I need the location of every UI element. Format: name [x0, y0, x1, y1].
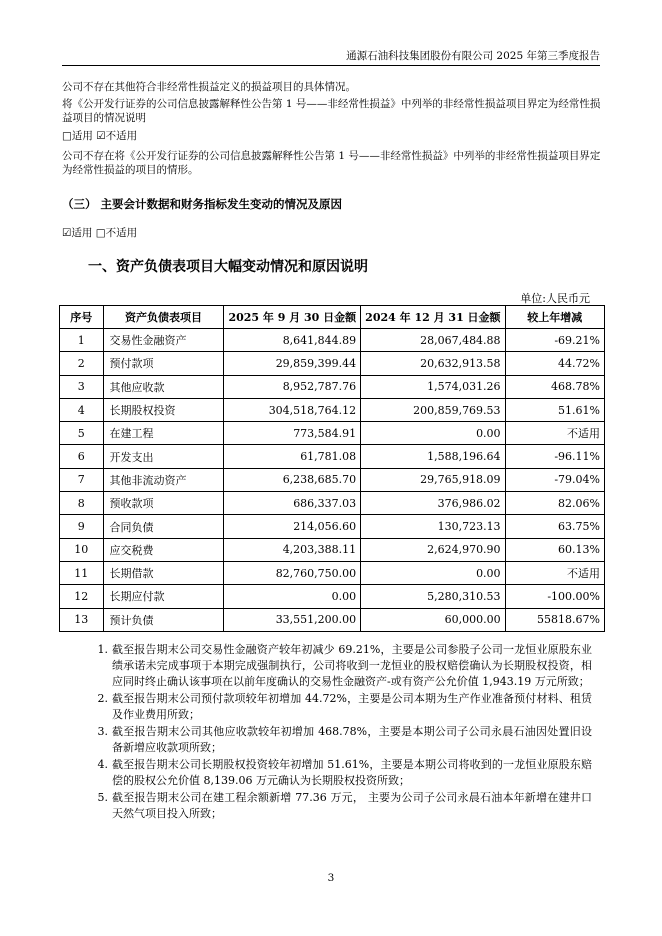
header-amount-2024: 2024 年 12 月 31 日金额: [361, 306, 505, 329]
section-3-title: （三） 主要会计数据和财务指标发生变动的情况及原因: [62, 197, 343, 211]
row-change: -100.00%: [505, 585, 604, 608]
table-row: [60, 561, 605, 584]
note-text: 截至报告期末公司其他应收款较年初增加 468.78%，主要是本期公司子公司永晨石油因处置旧设备新增应收款项所致；: [112, 725, 592, 754]
row-amount-2024: 2,624,970.90: [361, 538, 505, 561]
row-change: 51.61%: [505, 398, 604, 421]
note-text: 截至报告期末公司预付款项较年初增加 44.72%，主要是公司本期为生产作业准备预付材料、租赁及作业费用所致；: [112, 692, 592, 721]
row-amount-2024: 1,588,196.64: [361, 445, 505, 468]
row-item: 长期股权投资: [103, 398, 224, 421]
table-row: [60, 375, 605, 398]
table-row: [60, 329, 605, 352]
row-amount-2025: 61,781.08: [224, 445, 361, 468]
row-change: 60.13%: [505, 538, 604, 561]
row-seq: 9: [60, 515, 104, 538]
balance-sheet-changes-table: [59, 305, 605, 632]
balance-sheet-heading: 一、资产负债表项目大幅变动情况和原因说明: [88, 259, 368, 275]
row-seq: 1: [60, 329, 104, 352]
row-amount-2024: 60,000.00: [361, 608, 505, 631]
note-item: [97, 790, 592, 822]
row-amount-2024: 130,723.13: [361, 515, 505, 538]
header-item: 资产负债表项目: [103, 306, 224, 329]
row-seq: 11: [60, 561, 104, 584]
row-item: 合同负债: [103, 515, 224, 538]
row-seq: 13: [60, 608, 104, 631]
intro-line-3: 公司不存在将《公开发行证券的公司信息披露解释性公告第 1 号——非经常性损益》中列举的非经常性损益项目界定为经常性损益的项目的情形。: [62, 150, 601, 176]
row-amount-2024: 5,280,310.53: [361, 585, 505, 608]
row-amount-2024: 0.00: [361, 561, 505, 584]
row-change: -96.11%: [505, 445, 604, 468]
note-number: 5.: [97, 791, 108, 804]
note-item: [97, 691, 592, 723]
row-seq: 12: [60, 585, 104, 608]
table-row: [60, 398, 605, 421]
note-text: 截至报告期末公司交易性金融资产较年初减少 69.21%，主要是公司参股子公司一龙恒业原股东业绩承诺未完成事项于本期完成强制执行，公司将收到一龙恒业的股权赔偿确认为长期股权投资，相应同时终止确认该事项在以前年度确认的交易性金融资产-或有资产公允价值 1,943.19 万元所致；: [112, 643, 592, 688]
row-item: 应交税费: [103, 538, 224, 561]
row-item: 长期应付款: [103, 585, 224, 608]
row-amount-2025: 686,337.03: [224, 492, 361, 515]
intro-line-1: 公司不存在其他符合非经常性损益定义的损益项目的具体情况。: [62, 81, 356, 93]
row-item: 预收款项: [103, 492, 224, 515]
row-amount-2025: 82,760,750.00: [224, 561, 361, 584]
row-seq: 10: [60, 538, 104, 561]
row-amount-2025: 0.00: [224, 585, 361, 608]
header-change: 较上年增减: [505, 306, 604, 329]
table-row: [60, 585, 605, 608]
note-number: 3.: [97, 725, 108, 738]
note-number: 1.: [97, 643, 108, 656]
row-amount-2024: 200,859,769.53: [361, 398, 505, 421]
row-item: 长期借款: [103, 561, 224, 584]
table-row: [60, 468, 605, 491]
table-row: [60, 608, 605, 631]
table-row: [60, 352, 605, 375]
table-row: [60, 515, 605, 538]
row-amount-2024: 0.00: [361, 422, 505, 445]
row-item: 交易性金融资产: [103, 329, 224, 352]
row-seq: 8: [60, 492, 104, 515]
explanation-notes: [97, 642, 592, 823]
row-change: 不适用: [505, 422, 604, 445]
applicability-checkbox-2: ☑适用 □不适用: [62, 227, 138, 239]
intro-line-2: 将《公开发行证券的公司信息披露解释性公告第 1 号——非经常性损益》中列举的非经常性损益项目界定为经常性损益项目的情况说明: [62, 98, 601, 124]
applicability-checkbox-1: □适用 ☑不适用: [62, 130, 138, 142]
row-amount-2025: 8,952,787.76: [224, 375, 361, 398]
row-amount-2025: 8,641,844.89: [224, 329, 361, 352]
note-text: 截至报告期末公司长期股权投资较年初增加 51.61%，主要是本期公司将收到的一龙恒业原股东赔偿的股权公允价值 8,139.06 万元确认为长期股权投资所致；: [112, 758, 592, 787]
row-item: 其他应收款: [103, 375, 224, 398]
row-amount-2024: 28,067,484.88: [361, 329, 505, 352]
row-amount-2024: 376,986.02: [361, 492, 505, 515]
row-change: 468.78%: [505, 375, 604, 398]
table-row: [60, 445, 605, 468]
row-change: 63.75%: [505, 515, 604, 538]
table-row: [60, 538, 605, 561]
row-amount-2025: 304,518,764.12: [224, 398, 361, 421]
row-change: -79.04%: [505, 468, 604, 491]
row-seq: 5: [60, 422, 104, 445]
header-divider: [62, 65, 600, 66]
row-change: -69.21%: [505, 329, 604, 352]
row-change: 不适用: [505, 561, 604, 584]
row-change: 44.72%: [505, 352, 604, 375]
row-amount-2024: 20,632,913.58: [361, 352, 505, 375]
row-amount-2024: 1,574,031.26: [361, 375, 505, 398]
header-seq: 序号: [60, 306, 104, 329]
row-seq: 6: [60, 445, 104, 468]
page-number: 3: [327, 872, 335, 884]
note-item: [97, 757, 592, 789]
row-amount-2025: 33,551,200.00: [224, 608, 361, 631]
row-item: 在建工程: [103, 422, 224, 445]
report-header-title: 通源石油科技集团股份有限公司 2025 年第三季度报告: [346, 50, 600, 62]
row-change: 82.06%: [505, 492, 604, 515]
row-item: 其他非流动资产: [103, 468, 224, 491]
header-amount-2025: 2025 年 9 月 30 日金额: [224, 306, 361, 329]
note-item: [97, 724, 592, 756]
row-item: 预计负债: [103, 608, 224, 631]
row-seq: 7: [60, 468, 104, 491]
row-change: 55818.67%: [505, 608, 604, 631]
row-amount-2025: 773,584.91: [224, 422, 361, 445]
table-header-row: [60, 306, 605, 329]
currency-unit: 单位:人民币元: [520, 292, 590, 305]
row-item: 预付款项: [103, 352, 224, 375]
row-amount-2025: 29,859,399.44: [224, 352, 361, 375]
row-amount-2024: 29,765,918.09: [361, 468, 505, 491]
row-seq: 2: [60, 352, 104, 375]
note-text: 截至报告期末公司在建工程余额新增 77.36 万元， 主要为公司子公司永晨石油本年新增在建井口天然气项目投入所致；: [112, 791, 592, 820]
row-seq: 3: [60, 375, 104, 398]
row-item: 开发支出: [103, 445, 224, 468]
row-seq: 4: [60, 398, 104, 421]
note-number: 2.: [97, 692, 108, 705]
row-amount-2025: 4,203,388.11: [224, 538, 361, 561]
row-amount-2025: 214,056.60: [224, 515, 361, 538]
table-row: [60, 422, 605, 445]
note-item: [97, 642, 592, 690]
note-number: 4.: [97, 758, 108, 771]
table-row: [60, 492, 605, 515]
row-amount-2025: 6,238,685.70: [224, 468, 361, 491]
